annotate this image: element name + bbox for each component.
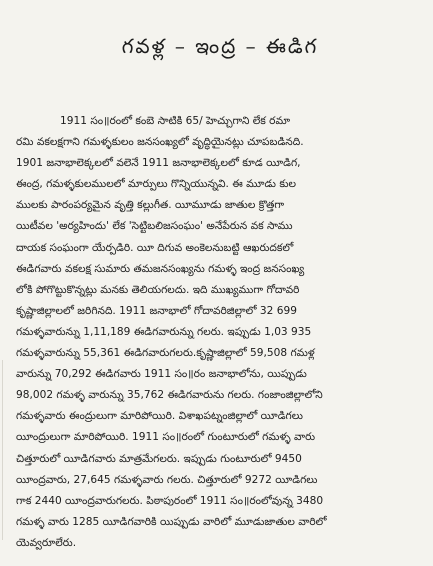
text-line: యీంద్రవారు, 27,645 గమళ్ళవారు గలరు. చిత్తూరులో 9272 యీడిగలు [16, 473, 318, 486]
text-line: 98,002 గమళ్ళ వారున్ను 35,762 ఈడిగవారును గలరు. గంజాంజిల్లాలోని [16, 389, 323, 402]
text-line: ములకు పారంపర్యమైన వృత్తి కల్లుగీత. యీమూడు జాతుల క్రొత్తగా [16, 199, 285, 212]
text-line: యిటీవల 'అర్యహిందు' లేక 'సెట్టిబలిజసంఘం' అనేపేరున వక సాము [16, 220, 293, 233]
page-margin-shadow [2, 360, 3, 540]
text-line: ఈంద్ర, గమళ్ళకులములలో మార్పులు గొన్నియున్నవి. ఈ మూడు కుల [16, 178, 297, 191]
text-line: చిత్తూరులో యీడిగవారు మాత్రమేగలరు. ఇప్పుడు గుంటూరులో 9450 [16, 452, 302, 465]
text-line: యెవ్వరూలేరు. [16, 536, 77, 549]
text-line: 1911 సం॥రంలో కంబె సాటికి 65/ హెచ్చుగాని లేక రమా [60, 115, 291, 127]
text-line: గమళ్ళవారు ఈంద్రులుగా మారిపోయిరి. విశాఖపట్నంజిల్లాలో యీడిగలు [16, 410, 303, 423]
text-line: 1901 జనాభాలెక్కలలో వలెనే 1911 జనాభాలెక్కలలో కూడ యీడిగ, [16, 157, 301, 170]
text-line: గమళ్ళ వారు 1285 యీడిగవారికి యిప్పుడు వారిలో మూడుజాతుల వారిలో [16, 515, 327, 528]
text-line: వారున్ను 70,292 ఈడిగవారు 1911 సం॥రం జనాభాలోను, యిప్పుడు [16, 368, 307, 381]
text-line: యీంద్రులుగా మారిపోయిరి. 1911 సం॥రంలో గుంటూరులో గమళ్ళ వారు [16, 431, 316, 444]
text-line: ఈడిగవారు వకలక్ష సుమారు తమజనసంఖ్యను గమళ్ళ ఇంద్ర జనసంఖ్య [16, 262, 305, 275]
text-line: గమళ్ళవారున్ను 1,11,189 ఈడిగవారున్ను గలరు. ఇప్పుడు 1,03 935 [16, 325, 312, 338]
page-title: గవళ్ల – ఇంద్ర – ఈడిగ [121, 34, 319, 58]
text-line: గాక 2440 యీంద్రవారుగలరు. పిఠాపురంలో 1911 సం॥రంలోవున్న 3480 [16, 494, 324, 507]
text-line: కృష్ణాజిల్లాలలో జరిగినది. 1911 జనాభాలో గోదావరిజిల్లాలో 32 699 [16, 304, 297, 317]
text-line: దాయక సంఘంగా యేర్పడిరి. యీ దిగువ అంకెలనుబట్టి ఆఖరుదకలో [16, 241, 294, 254]
text-line: గమళ్ళవారున్ను 55,361 ఈడిగవారుగలరు.కృష్ణాజిల్లాలో 59,508 గమళ్ల [16, 347, 315, 360]
body-text [16, 111, 422, 554]
text-line: రమి వకలక్షగాని గమళ్ళకులం జనసంఖ్యలో వృద్ధియైనట్లు చూపబడినది. [16, 136, 304, 149]
text-line: లోకి పోగొట్టుకొన్నట్లు మనకు తెలియగలదు. ఇది ముఖ్యముగా గోదావరి [16, 283, 300, 296]
